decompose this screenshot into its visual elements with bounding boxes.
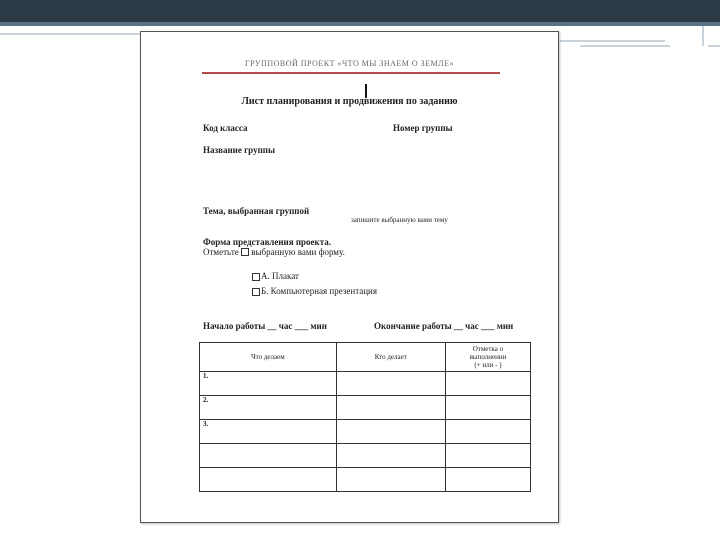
decorative-line (702, 26, 704, 46)
column-header-mark (445, 343, 530, 372)
table-cell (336, 372, 445, 396)
table-cell (445, 372, 530, 396)
top-bar-stripe (0, 22, 720, 26)
group-name-label: Название группы (203, 145, 275, 155)
table-header-row (200, 343, 531, 372)
table-row (200, 396, 531, 420)
decorative-line (708, 45, 720, 47)
option-b-label: Б. Компьютерная презентация (261, 286, 377, 296)
row-number (200, 468, 337, 492)
table-row (200, 420, 531, 444)
option-a-label: А. Плакат (261, 271, 299, 281)
table-cell (445, 468, 530, 492)
column-header-mark-line: (+ или - ) (474, 361, 502, 369)
topic-hint: запишите выбранную вами тему (351, 216, 448, 224)
form-instruction-start: Отметьте (203, 247, 239, 257)
end-time-label: Окончание работы __ час ___ мин (374, 321, 514, 331)
table-row (200, 372, 531, 396)
table-row (200, 468, 531, 492)
row-number: 3. (200, 420, 337, 444)
column-header-mark-line: выполнении (469, 353, 507, 361)
group-number-label: Номер группы (393, 123, 453, 133)
table-cell (445, 396, 530, 420)
checkbox-icon (252, 273, 260, 281)
form-instruction (203, 247, 345, 257)
checkbox-icon (252, 288, 260, 296)
checkmark-icon (241, 248, 249, 256)
topic-label: Тема, выбранная группой (203, 206, 310, 216)
table-cell (336, 396, 445, 420)
decorative-line (0, 33, 140, 35)
table-row (200, 444, 531, 468)
table-cell (336, 444, 445, 468)
column-header-what: Что делаем (200, 343, 337, 372)
header-rule (202, 72, 500, 74)
start-time-label: Начало работы __ час ___ мин (203, 321, 327, 331)
table-cell (336, 468, 445, 492)
table-cell (445, 444, 530, 468)
decorative-line (560, 40, 665, 42)
column-header-mark-line: Отметка о (472, 345, 504, 353)
form-label: Форма представления проекта. (203, 237, 331, 247)
table-cell (336, 420, 445, 444)
form-instruction-end: выбранную вами форму. (251, 247, 345, 257)
table-cell (445, 420, 530, 444)
top-bar (0, 0, 720, 22)
document-title: Лист планирования и продвижения по заданию (241, 96, 458, 107)
row-number: 1. (200, 372, 337, 396)
document-header: ГРУППОВОЙ ПРОЕКТ «ЧТО МЫ ЗНАЕМ О ЗЕМЛЕ» (245, 59, 454, 68)
planning-table (199, 342, 531, 492)
row-number (200, 444, 337, 468)
column-header-who: Кто делает (336, 343, 445, 372)
decorative-line (580, 45, 670, 47)
row-number: 2. (200, 396, 337, 420)
class-code-label: Код класса (203, 123, 248, 133)
document-page (140, 31, 559, 523)
